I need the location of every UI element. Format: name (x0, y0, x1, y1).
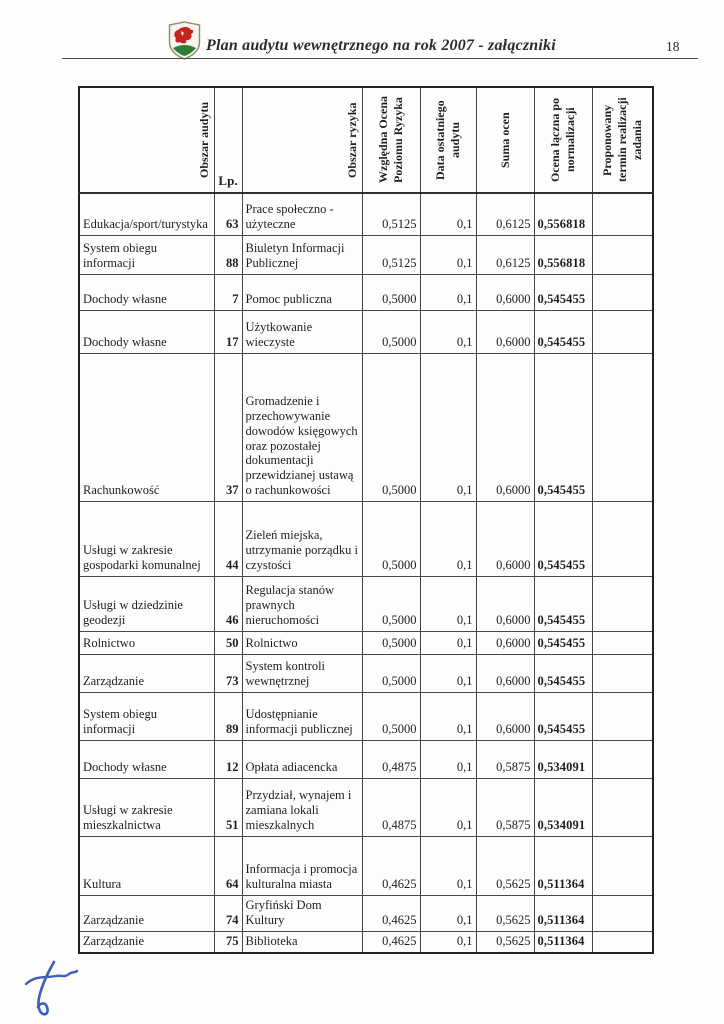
cell-lp: 88 (214, 235, 242, 274)
cell-termin (592, 895, 653, 931)
cell-obszar-audytu: Usługi w zakresie mieszkalnictwa (79, 778, 214, 836)
cell-suma-ocen: 0,5875 (476, 740, 534, 778)
cell-termin (592, 631, 653, 654)
table-row (79, 692, 653, 740)
cell-suma-ocen: 0,5625 (476, 895, 534, 931)
col-header-data-audytu: Data ostatniego audytu (420, 87, 476, 193)
cell-data-audytu: 0,1 (420, 654, 476, 692)
cell-obszar-ryzyka: Udostępnianie informacji publicznej (242, 692, 362, 740)
cell-lp: 64 (214, 836, 242, 895)
cell-lp: 63 (214, 193, 242, 235)
cell-wzgledna-ocena: 0,4625 (362, 931, 420, 953)
cell-obszar-audytu: Zarządzanie (79, 931, 214, 953)
page-number: 18 (666, 39, 680, 54)
cell-lp: 51 (214, 778, 242, 836)
header-divider (62, 58, 698, 59)
cell-obszar-audytu: Usługi w zakresie gospodarki komunalnej (79, 501, 214, 576)
cell-lp: 7 (214, 274, 242, 310)
cell-obszar-audytu: Dochody własne (79, 740, 214, 778)
cell-ocena-laczna: 0,556818 (534, 235, 592, 274)
cell-ocena-laczna: 0,545455 (534, 501, 592, 576)
cell-data-audytu: 0,1 (420, 692, 476, 740)
cell-suma-ocen: 0,6000 (476, 274, 534, 310)
cell-ocena-laczna: 0,511364 (534, 836, 592, 895)
col-header-obszar-ryzyka: Obszar ryzyka (242, 87, 362, 193)
col-header-wzgledna-ocena: Względna Ocena Poziomu Ryzyka (362, 87, 420, 193)
handwritten-signature-icon (16, 958, 86, 1020)
cell-wzgledna-ocena: 0,4625 (362, 895, 420, 931)
cell-data-audytu: 0,1 (420, 274, 476, 310)
cell-lp: 75 (214, 931, 242, 953)
cell-termin (592, 836, 653, 895)
cell-termin (592, 310, 653, 353)
cell-wzgledna-ocena: 0,5125 (362, 235, 420, 274)
cell-wzgledna-ocena: 0,5000 (362, 353, 420, 501)
cell-obszar-ryzyka: Gromadzenie i przechowywanie dowodów księgowych oraz pozostałej dokumentacji przewidzianej ustawą o rachunkowości (242, 353, 362, 501)
cell-suma-ocen: 0,6000 (476, 310, 534, 353)
cell-obszar-ryzyka: Zieleń miejska, utrzymanie porządku i czystości (242, 501, 362, 576)
cell-wzgledna-ocena: 0,5000 (362, 274, 420, 310)
cell-wzgledna-ocena: 0,4625 (362, 836, 420, 895)
cell-lp: 73 (214, 654, 242, 692)
cell-suma-ocen: 0,6125 (476, 193, 534, 235)
col-header-ocena-laczna: Ocena łączna po normalizacji (534, 87, 592, 193)
cell-obszar-ryzyka: Biuletyn Informacji Publicznej (242, 235, 362, 274)
cell-lp: 74 (214, 895, 242, 931)
cell-obszar-audytu: Dochody własne (79, 274, 214, 310)
cell-obszar-audytu: System obiegu informacji (79, 692, 214, 740)
col-header-lp: Lp. (214, 87, 242, 193)
cell-suma-ocen: 0,6000 (476, 576, 534, 631)
cell-termin (592, 654, 653, 692)
table-row (79, 310, 653, 353)
table-row (79, 778, 653, 836)
table-row (79, 274, 653, 310)
cell-obszar-ryzyka: Opłata adiacencka (242, 740, 362, 778)
cell-ocena-laczna: 0,511364 (534, 931, 592, 953)
cell-ocena-laczna: 0,511364 (534, 895, 592, 931)
table-row (79, 836, 653, 895)
cell-wzgledna-ocena: 0,5000 (362, 310, 420, 353)
cell-wzgledna-ocena: 0,5125 (362, 193, 420, 235)
cell-obszar-ryzyka: Pomoc publiczna (242, 274, 362, 310)
cell-suma-ocen: 0,5625 (476, 931, 534, 953)
header-row (79, 87, 653, 193)
col-header-suma-ocen: Suma ocen (476, 87, 534, 193)
cell-data-audytu: 0,1 (420, 501, 476, 576)
cell-obszar-ryzyka: Informacja i promocja kulturalna miasta (242, 836, 362, 895)
cell-ocena-laczna: 0,545455 (534, 274, 592, 310)
document-title: Plan audytu wewnętrznego na rok 2007 - załączniki (206, 37, 556, 54)
cell-lp: 89 (214, 692, 242, 740)
cell-ocena-laczna: 0,545455 (534, 576, 592, 631)
cell-ocena-laczna: 0,545455 (534, 631, 592, 654)
cell-ocena-laczna: 0,545455 (534, 310, 592, 353)
cell-obszar-ryzyka: Gryfiński Dom Kultury (242, 895, 362, 931)
table-row (79, 235, 653, 274)
cell-obszar-audytu: Zarządzanie (79, 895, 214, 931)
cell-data-audytu: 0,1 (420, 778, 476, 836)
cell-ocena-laczna: 0,545455 (534, 692, 592, 740)
table-row (79, 931, 653, 953)
cell-ocena-laczna: 0,545455 (534, 654, 592, 692)
cell-lp: 37 (214, 353, 242, 501)
cell-termin (592, 931, 653, 953)
cell-data-audytu: 0,1 (420, 310, 476, 353)
cell-data-audytu: 0,1 (420, 576, 476, 631)
cell-lp: 44 (214, 501, 242, 576)
cell-suma-ocen: 0,5875 (476, 778, 534, 836)
cell-obszar-ryzyka: Przydział, wynajem i zamiana lokali mieszkalnych (242, 778, 362, 836)
table-row (79, 501, 653, 576)
cell-data-audytu: 0,1 (420, 193, 476, 235)
cell-data-audytu: 0,1 (420, 631, 476, 654)
cell-wzgledna-ocena: 0,5000 (362, 692, 420, 740)
cell-data-audytu: 0,1 (420, 235, 476, 274)
cell-termin (592, 576, 653, 631)
cell-obszar-audytu: Rachunkowość (79, 353, 214, 501)
cell-wzgledna-ocena: 0,5000 (362, 501, 420, 576)
cell-obszar-ryzyka: Biblioteka (242, 931, 362, 953)
cell-suma-ocen: 0,6000 (476, 692, 534, 740)
audit-risk-table (78, 86, 654, 954)
cell-termin (592, 274, 653, 310)
coat-of-arms-icon (168, 21, 201, 60)
table-row (79, 576, 653, 631)
cell-termin (592, 740, 653, 778)
cell-data-audytu: 0,1 (420, 836, 476, 895)
cell-suma-ocen: 0,6125 (476, 235, 534, 274)
cell-termin (592, 778, 653, 836)
cell-lp: 50 (214, 631, 242, 654)
cell-suma-ocen: 0,6000 (476, 631, 534, 654)
cell-ocena-laczna: 0,545455 (534, 353, 592, 501)
cell-suma-ocen: 0,6000 (476, 353, 534, 501)
cell-obszar-audytu: System obiegu informacji (79, 235, 214, 274)
cell-wzgledna-ocena: 0,5000 (362, 576, 420, 631)
cell-data-audytu: 0,1 (420, 931, 476, 953)
cell-ocena-laczna: 0,534091 (534, 778, 592, 836)
col-header-termin: Proponowany termin realizacji zadania (592, 87, 653, 193)
cell-lp: 12 (214, 740, 242, 778)
cell-obszar-ryzyka: System kontroli wewnętrznej (242, 654, 362, 692)
table-row (79, 631, 653, 654)
table-row (79, 353, 653, 501)
cell-suma-ocen: 0,6000 (476, 501, 534, 576)
cell-obszar-ryzyka: Prace społeczno - użyteczne (242, 193, 362, 235)
cell-lp: 46 (214, 576, 242, 631)
cell-obszar-audytu: Edukacja/sport/turystyka (79, 193, 214, 235)
cell-obszar-audytu: Zarządzanie (79, 654, 214, 692)
cell-lp: 17 (214, 310, 242, 353)
cell-wzgledna-ocena: 0,5000 (362, 631, 420, 654)
cell-data-audytu: 0,1 (420, 895, 476, 931)
cell-wzgledna-ocena: 0,4875 (362, 778, 420, 836)
table-row (79, 654, 653, 692)
cell-termin (592, 501, 653, 576)
col-header-obszar-audytu: Obszar audytu (79, 87, 214, 193)
cell-data-audytu: 0,1 (420, 740, 476, 778)
cell-termin (592, 193, 653, 235)
cell-termin (592, 353, 653, 501)
cell-wzgledna-ocena: 0,4875 (362, 740, 420, 778)
cell-obszar-ryzyka: Użytkowanie wieczyste (242, 310, 362, 353)
cell-ocena-laczna: 0,534091 (534, 740, 592, 778)
table-row (79, 740, 653, 778)
table-row (79, 193, 653, 235)
cell-obszar-ryzyka: Rolnictwo (242, 631, 362, 654)
cell-obszar-audytu: Dochody własne (79, 310, 214, 353)
cell-wzgledna-ocena: 0,5000 (362, 654, 420, 692)
cell-obszar-audytu: Usługi w dziedzinie geodezji (79, 576, 214, 631)
cell-obszar-ryzyka: Regulacja stanów prawnych nieruchomości (242, 576, 362, 631)
cell-suma-ocen: 0,5625 (476, 836, 534, 895)
cell-suma-ocen: 0,6000 (476, 654, 534, 692)
table-row (79, 895, 653, 931)
cell-ocena-laczna: 0,556818 (534, 193, 592, 235)
cell-termin (592, 235, 653, 274)
cell-obszar-audytu: Kultura (79, 836, 214, 895)
cell-termin (592, 692, 653, 740)
cell-obszar-audytu: Rolnictwo (79, 631, 214, 654)
cell-data-audytu: 0,1 (420, 353, 476, 501)
